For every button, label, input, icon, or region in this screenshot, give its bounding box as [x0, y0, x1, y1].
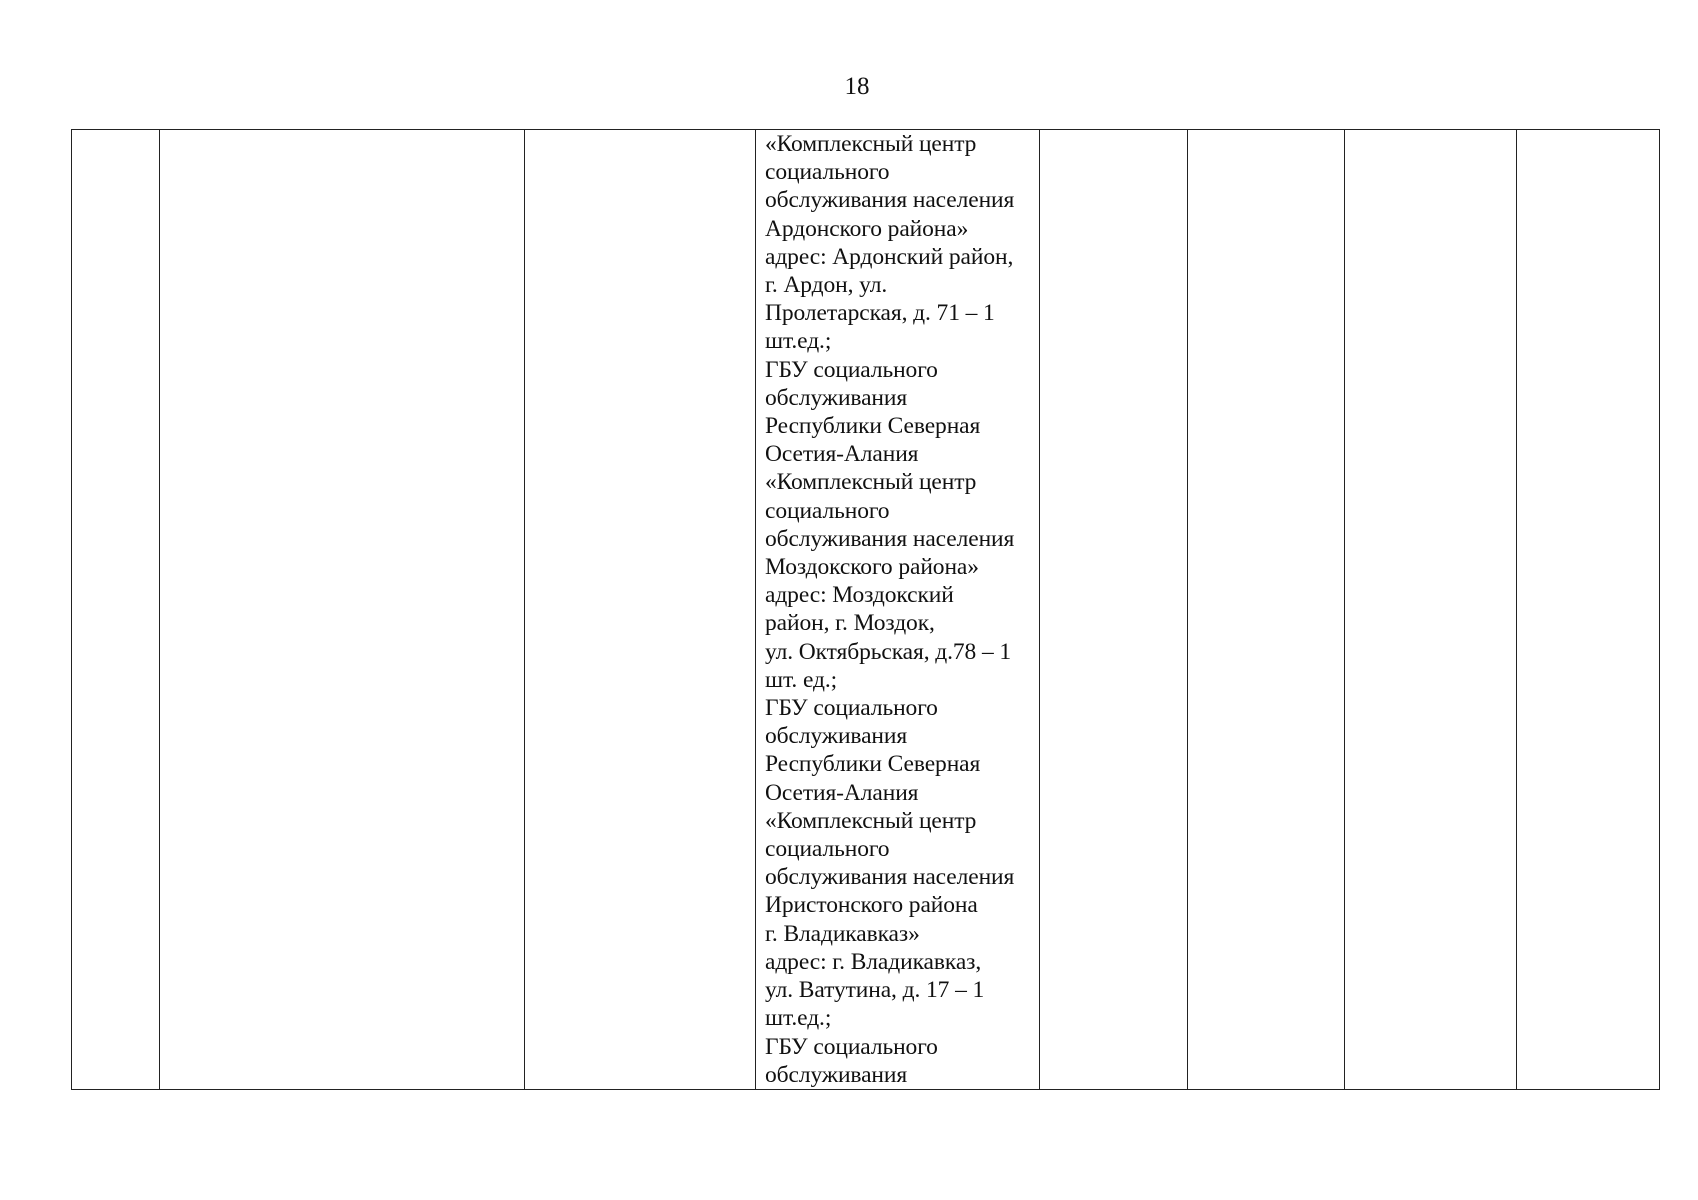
text-line: Иристонского района	[765, 892, 978, 919]
text-line: шт.ед.;	[765, 328, 832, 355]
table-row	[72, 130, 1660, 1090]
text-line: «Комплексный центр	[765, 131, 977, 157]
text-line: обслуживания	[765, 384, 908, 411]
text-line: социального	[765, 159, 890, 186]
text-line: адрес: Моздокский	[765, 582, 954, 609]
table-cell-col-6	[1188, 130, 1345, 1090]
text-line: социального	[765, 836, 890, 863]
text-line: социального	[765, 497, 890, 524]
text-line: «Комплексный центр	[765, 469, 977, 496]
table-cell-col-5	[1040, 130, 1188, 1090]
text-line: «Комплексный центр	[765, 807, 977, 834]
text-line: Ардонского района»	[765, 215, 969, 242]
text-line: Пролетарская, д. 71 – 1	[765, 300, 995, 327]
table-cell-col-7	[1345, 130, 1517, 1090]
table-cell-col-8	[1517, 130, 1660, 1090]
table-cell-col-2	[160, 130, 525, 1090]
text-line: Осетия-Алания	[765, 441, 919, 468]
text-line: ул. Октябрьская, д.78 – 1	[765, 638, 1012, 665]
text-line: район, г. Моздок,	[765, 610, 935, 637]
text-line: адрес: г. Владикавказ,	[765, 948, 982, 975]
text-line: г. Ардон, ул.	[765, 272, 888, 299]
text-line: ГБУ социального	[765, 695, 938, 722]
text-line: обслуживания	[765, 1061, 908, 1088]
text-line: обслуживания населения	[765, 525, 1015, 552]
text-line: шт.ед.;	[765, 1005, 832, 1032]
text-line: шт. ед.;	[765, 666, 838, 693]
text-line: адрес: Ардонский район,	[765, 243, 1014, 270]
text-line: Моздокского района»	[765, 554, 979, 581]
text-line: Республики Северная	[765, 751, 981, 778]
page-number: 18	[844, 73, 870, 100]
text-line: обслуживания населения	[765, 864, 1015, 891]
institution-list-text	[756, 130, 1039, 1089]
document-table	[71, 129, 1660, 1090]
text-line: г. Владикавказ»	[765, 920, 920, 947]
text-line: Осетия-Алания	[765, 779, 919, 806]
text-line: Республики Северная	[765, 413, 981, 440]
text-line: обслуживания населения	[765, 187, 1015, 214]
text-line: ГБУ социального	[765, 356, 938, 383]
table-cell-col-4	[756, 130, 1040, 1090]
table-cell-col-1	[72, 130, 160, 1090]
table-cell-col-3	[525, 130, 756, 1090]
text-line: обслуживания	[765, 723, 908, 750]
text-line: ул. Ватутина, д. 17 – 1	[765, 977, 985, 1004]
text-line: ГБУ социального	[765, 1033, 938, 1060]
